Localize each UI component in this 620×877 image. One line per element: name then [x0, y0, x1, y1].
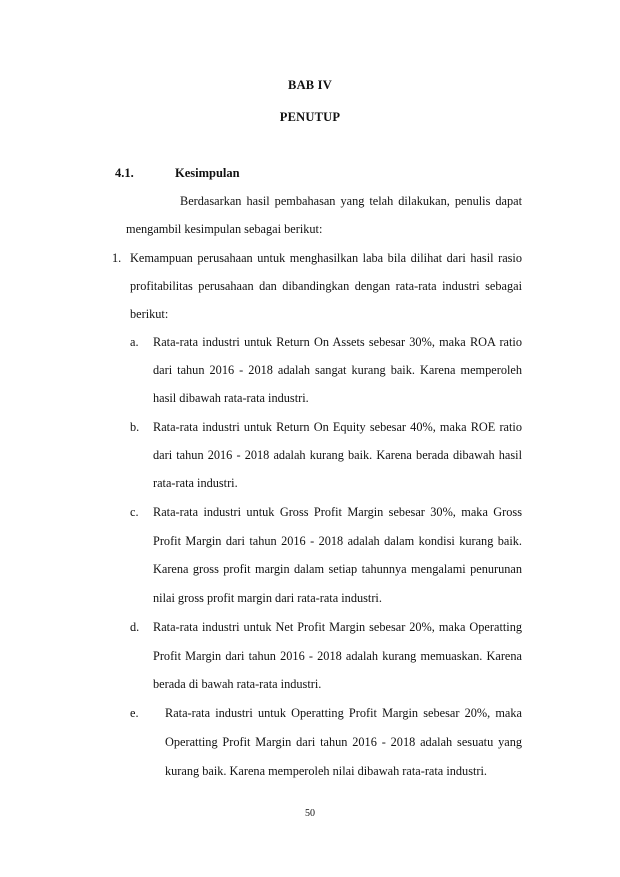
section-heading	[115, 166, 240, 181]
page-number: 50	[305, 808, 315, 819]
item-line: Profit Margin dari tahun 2016 - 2018 adalah kurang memuaskan. Karena	[153, 649, 522, 663]
item-line: dari tahun 2016 - 2018 adalah kurang baik. Karena berada dibawah hasil	[153, 448, 522, 462]
item-line: rata-rata industri.	[153, 476, 238, 490]
item-line: berada di bawah rata-rata industri.	[153, 677, 322, 691]
item-marker: d.	[130, 620, 140, 634]
item-line: Rata-rata industri untuk Return On Assets sebesar 30%, maka ROA ratio	[153, 335, 522, 349]
item-line: Rata-rata industri untuk Operatting Profit Margin sebesar 20%, maka	[165, 706, 522, 720]
item-marker: a.	[130, 335, 139, 349]
section-number: 4.1.	[115, 166, 134, 180]
point-line: profitabilitas perusahaan dan dibandingkan dengan rata-rata industri sebagai	[130, 279, 522, 293]
item-line: dari tahun 2016 - 2018 adalah sangat kurang baik. Karena memperoleh	[153, 363, 522, 377]
item-line: Rata-rata industri untuk Return On Equity sebesar 40%, maka ROE ratio	[153, 420, 522, 434]
intro-line-2: mengambil kesimpulan sebagai berikut:	[126, 222, 323, 236]
item-line: kurang baik. Karena memperoleh nilai dibawah rata-rata industri.	[165, 764, 487, 778]
section-title: Kesimpulan	[175, 166, 240, 180]
point-line: berikut:	[130, 307, 169, 321]
item-line: Rata-rata industri untuk Gross Profit Margin sebesar 30%, maka Gross	[153, 505, 522, 519]
item-marker: e.	[130, 706, 139, 720]
point-number: 1.	[112, 251, 122, 265]
point-line: Kemampuan perusahaan untuk menghasilkan laba bila dilihat dari hasil rasio	[130, 251, 522, 265]
intro-line-1: Berdasarkan hasil pembahasan yang telah dilakukan, penulis dapat	[180, 194, 522, 208]
item-line: hasil dibawah rata-rata industri.	[153, 391, 309, 405]
item-marker: b.	[130, 420, 140, 434]
chapter-heading: BAB IV	[288, 78, 332, 92]
item-marker: c.	[130, 505, 139, 519]
chapter-title: PENUTUP	[279, 110, 341, 124]
item-line: Rata-rata industri untuk Net Profit Margin sebesar 20%, maka Operatting	[153, 620, 522, 634]
item-line: Profit Margin dari tahun 2016 - 2018 adalah dalam kondisi kurang baik.	[153, 534, 522, 548]
item-line: nilai gross profit margin dari rata-rata industri.	[153, 591, 382, 605]
item-line: Operatting Profit Margin dari tahun 2016 - 2018 adalah sesuatu yang	[165, 735, 522, 749]
item-line: Karena gross profit margin dalam setiap tahunnya mengalami penurunan	[153, 562, 522, 576]
